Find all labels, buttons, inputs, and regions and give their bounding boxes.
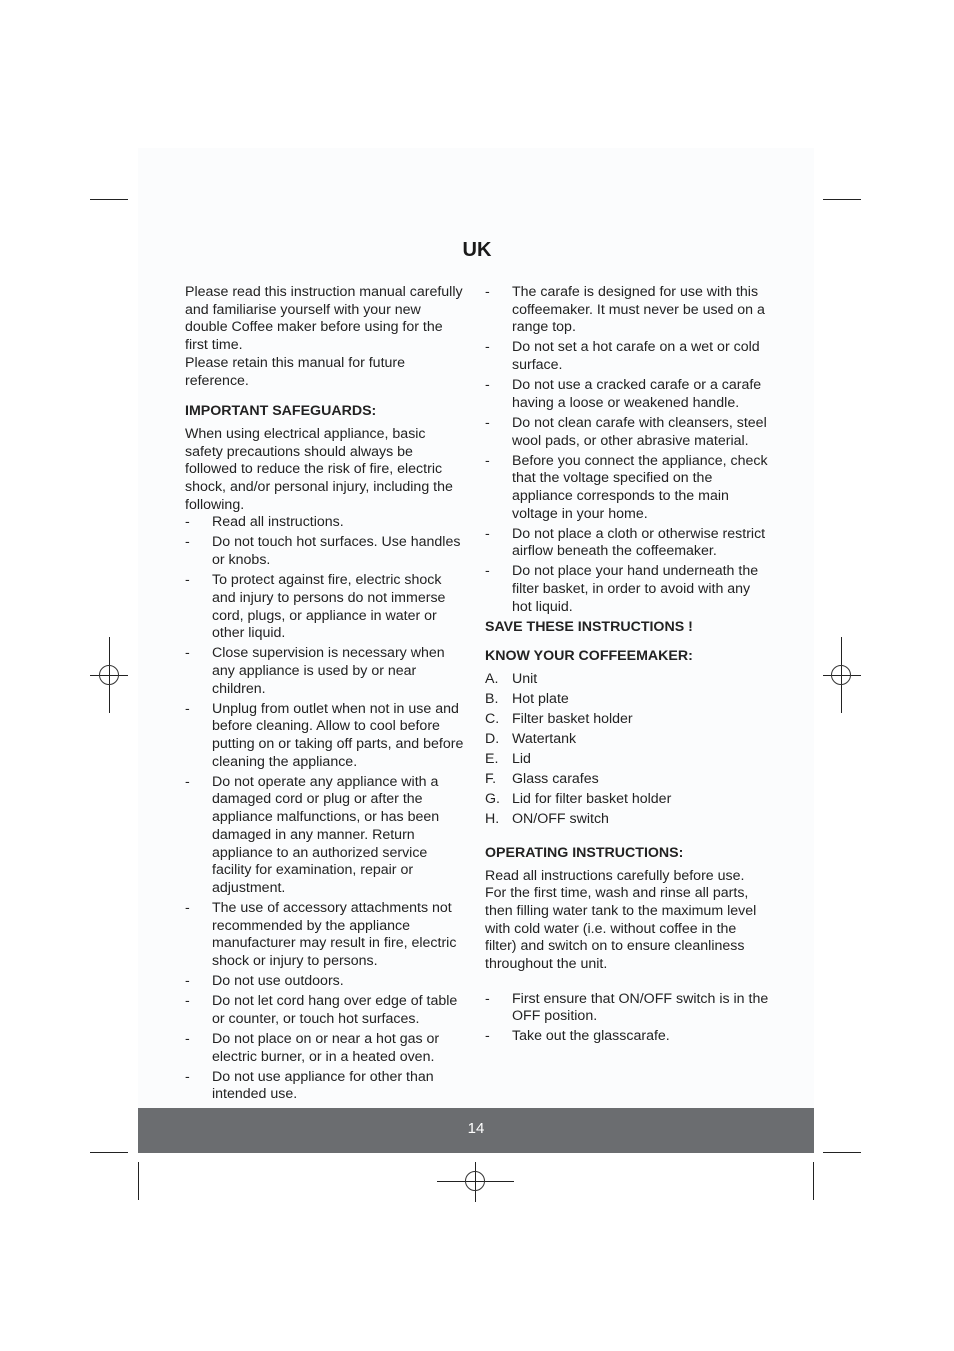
registration-circle-icon xyxy=(465,1171,485,1191)
intro-paragraph: Please retain this manual for future reference. xyxy=(185,354,406,389)
list-item: F. Glass carafes xyxy=(485,771,599,788)
crop-mark xyxy=(90,199,128,200)
list-item: G. Lid for filter basket holder xyxy=(485,791,672,808)
list-item: - The carafe is designed for use with this coffeemaker. It must never be used on a range top. xyxy=(485,284,765,336)
save-instructions-heading: SAVE THESE INSTRUCTIONS ! xyxy=(485,618,693,635)
list-item: - Take out the glasscarafe. xyxy=(485,1028,670,1045)
list-item: - Do not clean carafe with cleansers, steel wool pads, or other abrasive material. xyxy=(485,414,767,449)
safeguards-intro: When using electrical appliance, basic safety precautions should always be followed to reduce the risk of fire, electric shock, and/or personal injury, including the following. xyxy=(185,425,453,513)
crop-mark xyxy=(823,1152,861,1153)
operating-intro: Read all instructions carefully before use. For the first time, wash and rinse all parts, then filling water tank to the maximum level with cold water (i.e. without coffee in the filter) and switch on to ensure cleanliness throughout the unit. xyxy=(485,867,757,973)
list-item: - Do not place on or near a hot gas or electric burner, or in a heated oven. xyxy=(185,1030,440,1065)
parts-list xyxy=(485,671,769,829)
crop-mark xyxy=(813,1162,814,1200)
list-item: E. Lid xyxy=(485,751,531,768)
list-item: - Do not use a cracked carafe or a carafe having a loose or weakened handle. xyxy=(485,377,762,411)
right-column xyxy=(485,284,769,1048)
list-item: - To protect against fire, electric shock and injury to persons do not immerse cord, plugs, or appliance in water or other liquid. xyxy=(185,572,446,642)
list-item: - Do not use outdoors. xyxy=(185,973,344,990)
registration-circle-icon xyxy=(99,665,119,685)
operating-list xyxy=(485,991,769,1046)
list-item: B. Hot plate xyxy=(485,691,569,708)
list-item: - Do not touch hot surfaces. Use handles or knobs. xyxy=(185,534,461,569)
know-heading: KNOW YOUR COFFEEMAKER: xyxy=(485,648,693,665)
safeguards-list xyxy=(185,514,467,1103)
registration-circle-icon xyxy=(831,665,851,685)
list-item: - The use of accessory attachments not recommended by the appliance manufacturer may result in fire, electric shock or injury to persons. xyxy=(185,899,457,970)
page-footer xyxy=(138,1108,814,1153)
list-item: C. Filter basket holder xyxy=(485,711,633,728)
list-item: - Before you connect the appliance, check that the voltage specified on the appliance corresponds to the main voltage in your home. xyxy=(485,452,768,522)
list-item: - Read all instructions. xyxy=(185,514,344,531)
page-number: 14 xyxy=(467,1120,485,1137)
list-item: - Unplug from outlet when not in use and before cleaning. Allow to cool before putting on or taking off parts, and before cleaning the appliance. xyxy=(185,700,464,770)
list-item: - Do not operate any appliance with a damaged cord or plug or after the appliance malfunctions, or has been damaged in any manner. Return appliance to an authorized service facility for examination, repair or adjustment. xyxy=(185,773,440,896)
list-item: - Do not let cord hang over edge of table or counter, or touch hot surfaces. xyxy=(185,993,458,1027)
crop-mark xyxy=(823,199,861,200)
list-item: D. Watertank xyxy=(485,731,577,748)
intro-paragraph: Please read this instruction manual carefully and familiarise yourself with your new double Coffee maker before using for the first time. xyxy=(185,284,463,354)
list-item: - Do not set a hot carafe on a wet or cold surface. xyxy=(485,339,760,374)
safeguards-heading: IMPORTANT SAFEGUARDS: xyxy=(185,403,377,420)
list-item: - Do not place a cloth or otherwise restrict airflow beneath the coffeemaker. xyxy=(485,525,766,560)
list-item: - Do not use appliance for other than intended use. xyxy=(185,1068,434,1103)
list-item: - Close supervision is necessary when any appliance is used by or near children. xyxy=(185,645,445,697)
list-item: H. ON/OFF switch xyxy=(485,811,609,828)
carafe-safety-list xyxy=(485,284,769,616)
operating-heading: OPERATING INSTRUCTIONS: xyxy=(485,844,684,861)
left-column xyxy=(185,284,467,1106)
list-item: A. Unit xyxy=(485,671,538,688)
list-item: - First ensure that ON/OFF switch is in the OFF position. xyxy=(485,990,769,1025)
page-title: UK xyxy=(462,239,492,261)
crop-mark xyxy=(90,1152,128,1153)
crop-mark xyxy=(138,1162,139,1200)
list-item: - Do not place your hand underneath the filter basket, in order to avoid with any hot liquid. xyxy=(485,563,759,615)
